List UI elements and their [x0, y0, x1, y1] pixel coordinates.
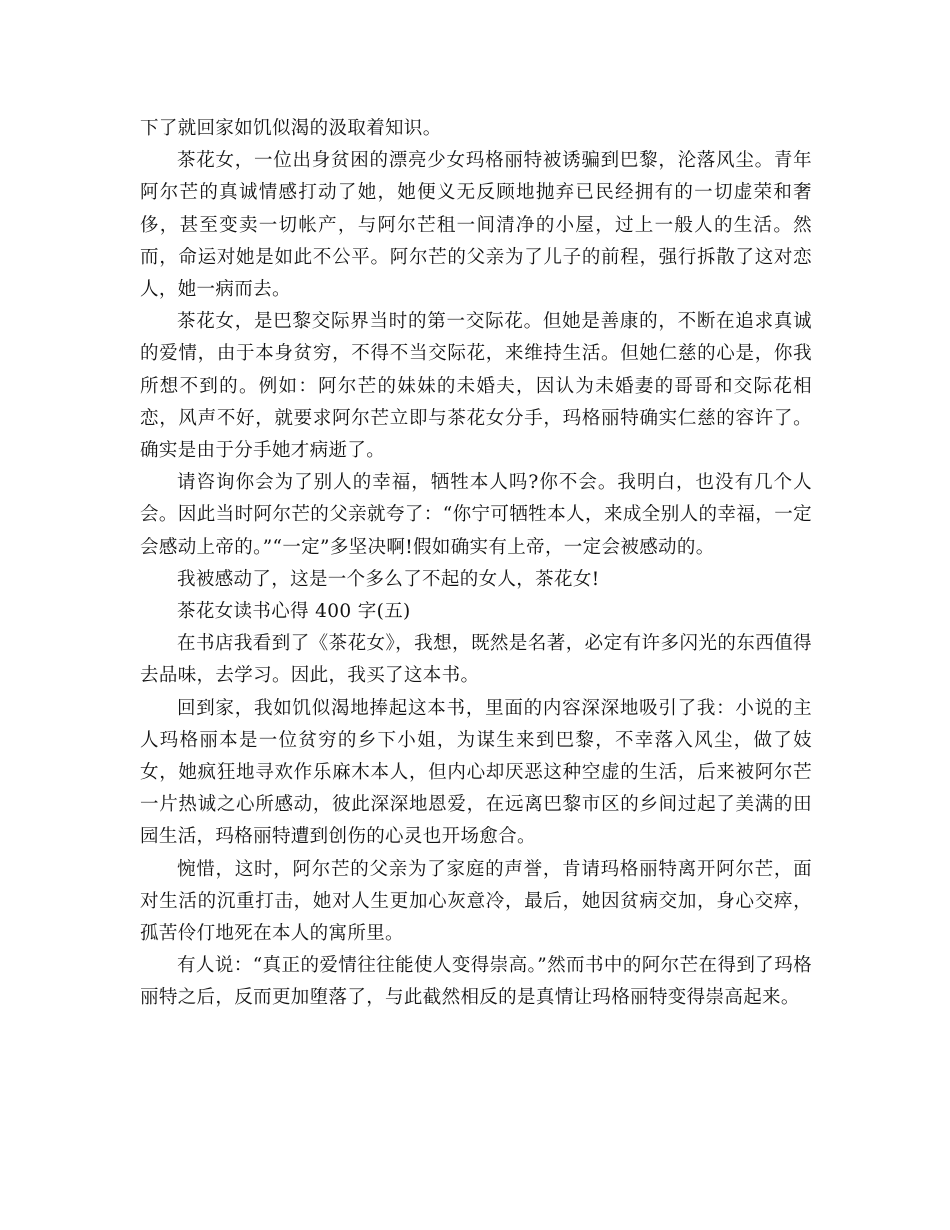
document-page — [140, 113, 812, 1015]
paragraph: 茶花女，是巴黎交际界当时的第一交际花。但她是善康的，不断在追求真诚的爱情，由于本身贫穷，不得不当交际花，来维持生活。但她仁慈的心是，你我所想不到的。例如：阿尔芒的妹妹的未婚夫，因认为未婚妻的哥哥和交际花相恋，风声不好，就要求阿尔芒立即与茶花女分手，玛格丽特确实仁慈的容许了。确实是由于分手她才病逝了。 — [140, 311, 812, 462]
paragraph: 惋惜，这时，阿尔芒的父亲为了家庭的声誉，肯请玛格丽特离开阿尔芒，面对生活的沉重打击，她对人生更加心灰意冷，最后，她因贫病交加，身心交瘁，孤苦伶仃地死在本人的寓所里。 — [140, 858, 812, 945]
section-heading: 茶花女读书心得 400 字(五) — [177, 601, 411, 623]
paragraph: 回到家，我如饥似渴地捧起这本书，里面的内容深深地吸引了我：小说的主人玛格丽本是一位贫穷的乡下小姐，为谋生来到巴黎，不幸落入风尘，做了妓女，她疯狂地寻欢作乐麻木本人，但内心却厌恶这种空虚的生活，后来被阿尔芒一片热诚之心所感动，彼此深深地恩爱，在远离巴黎市区的乡间过起了美满的田园生活，玛格丽特遭到创伤的心灵也开场愈合。 — [140, 697, 812, 848]
paragraph: 请咨询你会为了别人的幸福，牺牲本人吗?你不会。我明白，也没有几个人会。因此当时阿尔芒的父亲就夸了：“你宁可牺牲本人，来成全别人的幸福，一定会感动上帝的。”“一定”多坚决啊!假如确实有上帝，一定会被感动的。 — [140, 472, 812, 558]
paragraph: 在书店我看到了《茶花女》，我想，既然是名著，必定有许多闪光的东西值得去品味，去学习。因此，我买了这本书。 — [140, 633, 812, 687]
paragraph: 茶花女，一位出身贫困的漂亮少女玛格丽特被诱骗到巴黎，沦落风尘。青年阿尔芒的真诚情感打动了她，她便义无反顾地抛弃已民经拥有的一切虚荣和奢侈，甚至变卖一切帐产，与阿尔芒租一间清净的小屋，过上一般人的生活。然而，命运对她是如此不公平。阿尔芒的父亲为了儿子的前程，强行拆散了这对恋人，她一病而去。 — [140, 150, 812, 301]
paragraph: 有人说：“真正的爱情往往能使人变得崇高。”然而书中的阿尔芒在得到了玛格丽特之后，反而更加堕落了，与此截然相反的是真情让玛格丽特变得崇高起来。 — [140, 955, 812, 1009]
paragraph: 下了就回家如饥似渴的汲取着知识。 — [140, 118, 442, 139]
paragraph: 我被感动了，这是一个多么了不起的女人，茶花女! — [177, 568, 600, 590]
